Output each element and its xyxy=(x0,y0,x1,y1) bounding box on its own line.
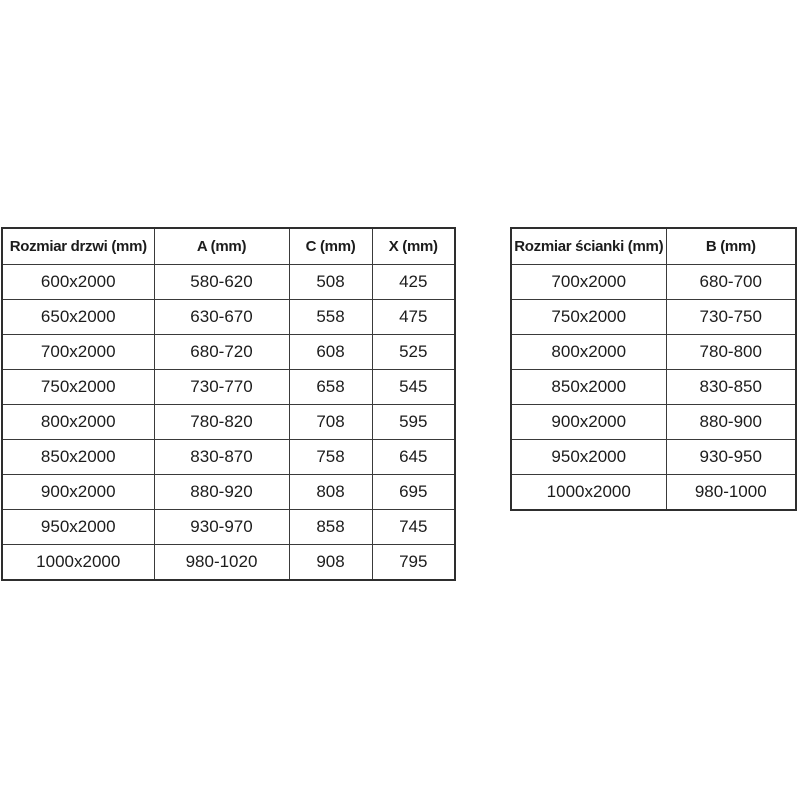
table-cell: 850x2000 xyxy=(2,440,154,475)
table-cell: 708 xyxy=(289,405,372,440)
table-row xyxy=(511,440,796,475)
table-cell: 700x2000 xyxy=(511,265,666,300)
table-cell: 808 xyxy=(289,475,372,510)
table-cell: 750x2000 xyxy=(511,300,666,335)
table-cell: 930-950 xyxy=(666,440,796,475)
table-cell: 595 xyxy=(372,405,455,440)
table-row xyxy=(511,265,796,300)
table-cell: 630-670 xyxy=(154,300,289,335)
table-row xyxy=(2,545,455,581)
table-row xyxy=(511,475,796,511)
table-cell: 545 xyxy=(372,370,455,405)
table-header-row xyxy=(511,228,796,265)
table-cell: 930-970 xyxy=(154,510,289,545)
table-row xyxy=(2,300,455,335)
table-row xyxy=(511,335,796,370)
table-cell: 900x2000 xyxy=(511,405,666,440)
table-cell: 850x2000 xyxy=(511,370,666,405)
table-header-row xyxy=(2,228,455,265)
table-row xyxy=(511,370,796,405)
column-header: Rozmiar drzwi (mm) xyxy=(2,228,154,265)
table-cell: 525 xyxy=(372,335,455,370)
table-cell: 730-770 xyxy=(154,370,289,405)
table-row xyxy=(511,300,796,335)
table-cell: 508 xyxy=(289,265,372,300)
table-cell: 745 xyxy=(372,510,455,545)
table-cell: 608 xyxy=(289,335,372,370)
table-row xyxy=(2,265,455,300)
table-cell: 800x2000 xyxy=(511,335,666,370)
wall-size-table xyxy=(510,227,797,511)
table-cell: 1000x2000 xyxy=(511,475,666,511)
table-cell: 425 xyxy=(372,265,455,300)
table-cell: 830-850 xyxy=(666,370,796,405)
table-cell: 650x2000 xyxy=(2,300,154,335)
table-row xyxy=(2,475,455,510)
table-cell: 830-870 xyxy=(154,440,289,475)
table-cell: 800x2000 xyxy=(2,405,154,440)
table-cell: 858 xyxy=(289,510,372,545)
table-cell: 680-700 xyxy=(666,265,796,300)
column-header: B (mm) xyxy=(666,228,796,265)
column-header: X (mm) xyxy=(372,228,455,265)
table-row xyxy=(2,440,455,475)
table-row xyxy=(2,335,455,370)
table-cell: 700x2000 xyxy=(2,335,154,370)
table-cell: 950x2000 xyxy=(511,440,666,475)
door-size-table xyxy=(1,227,456,581)
column-header: A (mm) xyxy=(154,228,289,265)
table-cell: 750x2000 xyxy=(2,370,154,405)
table-cell: 795 xyxy=(372,545,455,581)
table-cell: 1000x2000 xyxy=(2,545,154,581)
table-row xyxy=(2,510,455,545)
table-row xyxy=(2,405,455,440)
column-header: Rozmiar ścianki (mm) xyxy=(511,228,666,265)
table-cell: 908 xyxy=(289,545,372,581)
table-cell: 558 xyxy=(289,300,372,335)
column-header: C (mm) xyxy=(289,228,372,265)
table-cell: 658 xyxy=(289,370,372,405)
table-cell: 780-800 xyxy=(666,335,796,370)
table-cell: 695 xyxy=(372,475,455,510)
table-cell: 950x2000 xyxy=(2,510,154,545)
table-cell: 900x2000 xyxy=(2,475,154,510)
table-cell: 730-750 xyxy=(666,300,796,335)
table-row xyxy=(511,405,796,440)
table-cell: 600x2000 xyxy=(2,265,154,300)
table-cell: 980-1020 xyxy=(154,545,289,581)
table-cell: 780-820 xyxy=(154,405,289,440)
table-cell: 880-920 xyxy=(154,475,289,510)
table-cell: 880-900 xyxy=(666,405,796,440)
table-cell: 980-1000 xyxy=(666,475,796,511)
table-cell: 680-720 xyxy=(154,335,289,370)
table-row xyxy=(2,370,455,405)
table-cell: 580-620 xyxy=(154,265,289,300)
table-cell: 758 xyxy=(289,440,372,475)
table-cell: 475 xyxy=(372,300,455,335)
table-cell: 645 xyxy=(372,440,455,475)
